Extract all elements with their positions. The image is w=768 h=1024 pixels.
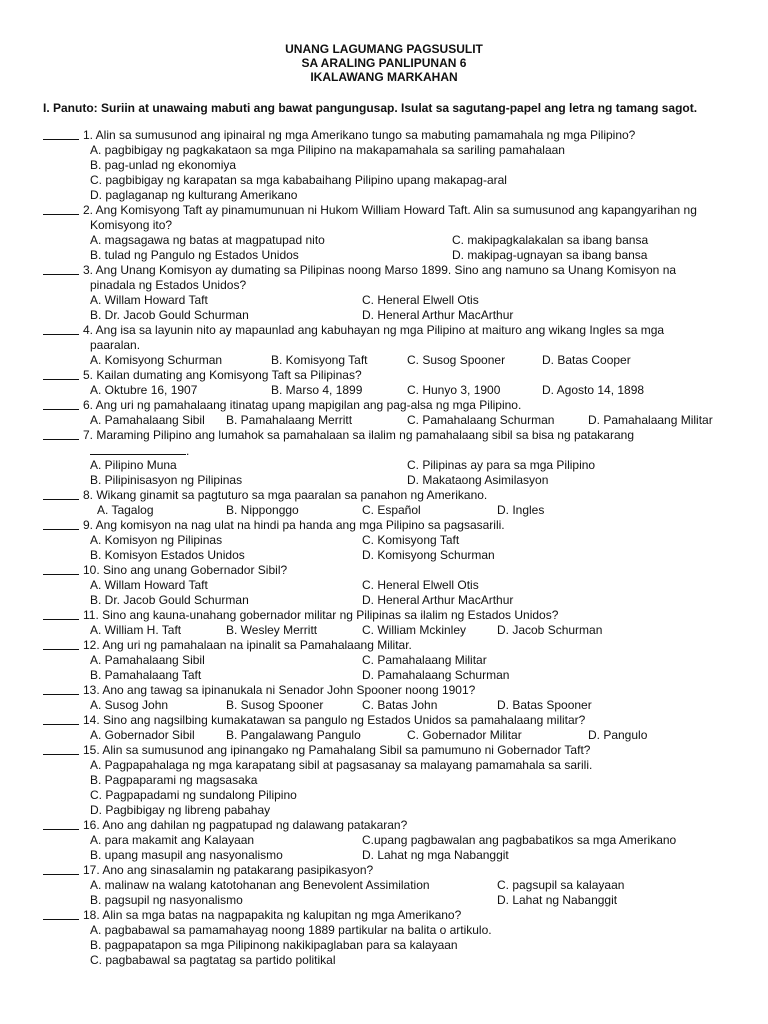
option: B. Pamahalaang Merritt (226, 413, 353, 427)
option: B. Komisyon Estados Unidos (90, 548, 245, 562)
option: C. Pamahalaang Schurman (407, 413, 555, 427)
question-5: 5. Kailan dumating ang Komisyong Taft sa Pilipinas? (43, 368, 743, 383)
option: C. makipagkalakalan sa ibang bansa (452, 233, 649, 247)
answer-blank[interactable] (43, 608, 79, 620)
exam-subject: SA ARALING PANLIPUNAN 6 (301, 56, 467, 70)
option: D. makipag-ugnayan sa ibang bansa (452, 248, 648, 262)
question-15: 15. Alin sa sumusunod ang ipinangako ng Pamahalang Sibil sa pamumuno ni Gobernador Taft? (43, 743, 743, 758)
answer-blank[interactable] (43, 203, 79, 215)
question-continuation: Komisyong ito? (90, 218, 173, 232)
question-continuation: pinadala ng Estados Unidos? (90, 278, 247, 292)
answer-blank[interactable] (43, 683, 79, 695)
answer-blank[interactable] (43, 368, 79, 380)
answer-blank[interactable] (43, 263, 79, 275)
option: C. Heneral Elwell Otis (362, 293, 479, 307)
answer-blank[interactable] (43, 863, 79, 875)
option: B. pag-unlad ng ekonomiya (90, 158, 237, 172)
option: D. Heneral Arthur MacArthur (362, 593, 514, 607)
option: B. Pamahalaang Taft (90, 668, 202, 682)
option: A. pagbibigay ng pagkakataon sa mga Pilipino na makapamahala sa sariling pamahalaan (90, 143, 565, 157)
option: C. Susog Spooner (407, 353, 506, 367)
question-2: 2. Ang Komisyong Taft ay pinamumunuan ni Hukom William Howard Taft. Alin sa sumusunod ang kapangyarihan ng (43, 203, 743, 218)
option: A. Pamahalaang Sibil (90, 413, 205, 427)
option: C. pagsupil sa kalayaan (497, 878, 625, 892)
option: A. Pagpapahalaga ng mga karapatang sibil at pagsasanay sa malayang pamamahala sa sarili. (90, 758, 593, 772)
option: D. Ingles (497, 503, 545, 517)
question-12: 12. Ang uri ng pamahalaan na ipinalit sa Pamahalaang Militar. (43, 638, 743, 653)
option: B. Pangalawang Pangulo (226, 728, 361, 742)
option: B. Susog Spooner (226, 698, 324, 712)
option: A. Pamahalaang Sibil (90, 653, 205, 667)
answer-blank[interactable] (43, 563, 79, 575)
question-11: 11. Sino ang kauna-unahang gobernador militar ng Pilipinas sa ilalim ng Estados Unidos? (43, 608, 743, 623)
option: C.upang pagbawalan ang pagbabatikos sa mga Amerikano (362, 833, 677, 847)
option: C. Gobernador Militar (407, 728, 522, 742)
question-7: 7. Maraming Pilipino ang lumahok sa pamahalaan sa ilalim ng pamahalaang sibil sa bisa ng patakarang (43, 428, 743, 443)
answer-blank[interactable] (43, 713, 79, 725)
option: C. Pagpapadami ng sundalong Pilipino (90, 788, 297, 802)
option: B. Wesley Merritt (226, 623, 318, 637)
option: B. Pilipinisasyon ng Pilipinas (90, 473, 243, 487)
question-continuation: paaralan. (90, 338, 141, 352)
option: D. Heneral Arthur MacArthur (362, 308, 514, 322)
option: C. Pamahalaang Militar (362, 653, 487, 667)
option: A. Oktubre 16, 1907 (90, 383, 198, 397)
option: D. Agosto 14, 1898 (542, 383, 645, 397)
instructions: I. Panuto: Suriin at unawaing mabuti ang bawat pangungusap. Isulat sa sagutang-papel ang letra ng tamang sagot. (43, 101, 698, 115)
option: D. Batas Spooner (497, 698, 592, 712)
answer-blank[interactable] (43, 818, 79, 830)
option: A. Komisyon ng Pilipinas (90, 533, 223, 547)
answer-blank[interactable] (43, 908, 79, 920)
option: C. Hunyo 3, 1900 (407, 383, 501, 397)
option: D. Pangulo (588, 728, 648, 742)
exam-header (0, 42, 768, 84)
option: B. pagpapatapon sa mga Pilipinong nakikipaglaban para sa kalayaan (90, 938, 458, 952)
option: D. Pagbibigay ng libreng pabahay (90, 803, 271, 817)
option: D. Jacob Schurman (497, 623, 603, 637)
question-16: 16. Ano ang dahilan ng pagpatupad ng dalawang patakaran? (43, 818, 743, 833)
option: D. Lahat ng mga Nabanggit (362, 848, 509, 862)
option: B. Pagpaparami ng magsasaka (90, 773, 258, 787)
answer-blank[interactable] (43, 398, 79, 410)
option: B. pagsupil ng nasyonalismo (90, 893, 243, 907)
answer-blank[interactable] (43, 323, 79, 335)
option: C. William Mckinley (362, 623, 467, 637)
option: A. malinaw na walang katotohanan ang Benevolent Assimilation (90, 878, 430, 892)
option: B. upang masupil ang nasyonalismo (90, 848, 283, 862)
option: B. Komisyong Taft (271, 353, 368, 367)
option: A. Willam Howard Taft (90, 293, 208, 307)
option: A. William H. Taft (90, 623, 182, 637)
answer-blank[interactable] (43, 518, 79, 530)
question-10: 10. Sino ang unang Gobernador Sibil? (43, 563, 743, 578)
option: C. Español (362, 503, 421, 517)
question-8: 8. Wikang ginamit sa pagtuturo sa mga paaralan sa panahon ng Amerikano. (43, 488, 743, 503)
option: A. Pilipino Muna (90, 458, 177, 472)
option: D. Pamahalaang Schurman (362, 668, 510, 682)
option: A. pagbabawal sa pamamahayag noong 1889 partikular na balita o artikulo. (90, 923, 492, 937)
option: D. Makataong Asimilasyon (407, 473, 549, 487)
question-17: 17. Ano ang sinasalamin ng patakarang pasipikasyon? (43, 863, 743, 878)
option: B. Dr. Jacob Gould Schurman (90, 593, 249, 607)
option: A. Tagalog (97, 503, 154, 517)
option: D. Batas Cooper (542, 353, 631, 367)
option: D. paglaganap ng kulturang Amerikano (90, 188, 298, 202)
option: C. Pilipinas ay para sa mga Pilipino (407, 458, 596, 472)
answer-blank[interactable] (43, 743, 79, 755)
answer-blank[interactable] (43, 488, 79, 500)
fill-in-blank: . (43, 443, 743, 458)
answer-blank[interactable] (43, 128, 79, 140)
answer-blank[interactable] (43, 638, 79, 650)
question-6: 6. Ang uri ng pamahalaang itinatag upang mapigilan ang pag-alsa ng mga Pilipino. (43, 398, 743, 413)
option: C. Batas John (362, 698, 438, 712)
option: A. Willam Howard Taft (90, 578, 208, 592)
option: B. tulad ng Pangulo ng Estados Unidos (90, 248, 299, 262)
option: C. pagbabawal sa pagtatag sa partido politikal (90, 953, 336, 967)
option: C. pagbibigay ng karapatan sa mga kababaihang Pilipino upang makapag-aral (90, 173, 507, 187)
question-14: 14. Sino ang nagsilbing kumakatawan sa pangulo ng Estados Unidos sa pamahalaang militar? (43, 713, 743, 728)
option: D. Pamahalaang Militar (588, 413, 713, 427)
option: A. Komisyong Schurman (90, 353, 223, 367)
option: C. Heneral Elwell Otis (362, 578, 479, 592)
question-1: 1. Alin sa sumusunod ang ipinairal ng mga Amerikano tungo sa mabuting pamamahala ng mga Pilipino? (43, 128, 743, 143)
option: D. Lahat ng Nabanggit (497, 893, 618, 907)
option: A. magsagawa ng batas at magpatupad nito (90, 233, 325, 247)
question-18: 18. Alin sa mga batas na nagpapakita ng kalupitan ng mga Amerikano? (43, 908, 743, 923)
question-3: 3. Ang Unang Komisyon ay dumating sa Pilipinas noong Marso 1899. Sino ang namuno sa Unang Komisyon na (43, 263, 743, 278)
option: B. Marso 4, 1899 (271, 383, 363, 397)
answer-blank[interactable] (43, 428, 79, 440)
option: A. Susog John (90, 698, 169, 712)
option: A. para makamit ang Kalayaan (90, 833, 255, 847)
question-9: 9. Ang komisyon na nag ulat na hindi pa handa ang mga Pilipino sa pagsasarili. (43, 518, 743, 533)
option: C. Komisyong Taft (362, 533, 460, 547)
exam-quarter: IKALAWANG MARKAHAN (310, 70, 458, 84)
option: B. Dr. Jacob Gould Schurman (90, 308, 249, 322)
option: D. Komisyong Schurman (362, 548, 495, 562)
question-4: 4. Ang isa sa layunin nito ay mapaunlad ang kabuhayan ng mga Pilipino at maituro ang wikang Ingles sa mga (43, 323, 743, 338)
question-list (43, 128, 743, 968)
fill-line (90, 443, 186, 455)
question-13: 13. Ano ang tawag sa ipinanukala ni Senador John Spooner noong 1901? (43, 683, 743, 698)
option: A. Gobernador Sibil (90, 728, 195, 742)
exam-title: UNANG LAGUMANG PAGSUSULIT (285, 42, 483, 56)
option: B. Nipponggo (226, 503, 299, 517)
